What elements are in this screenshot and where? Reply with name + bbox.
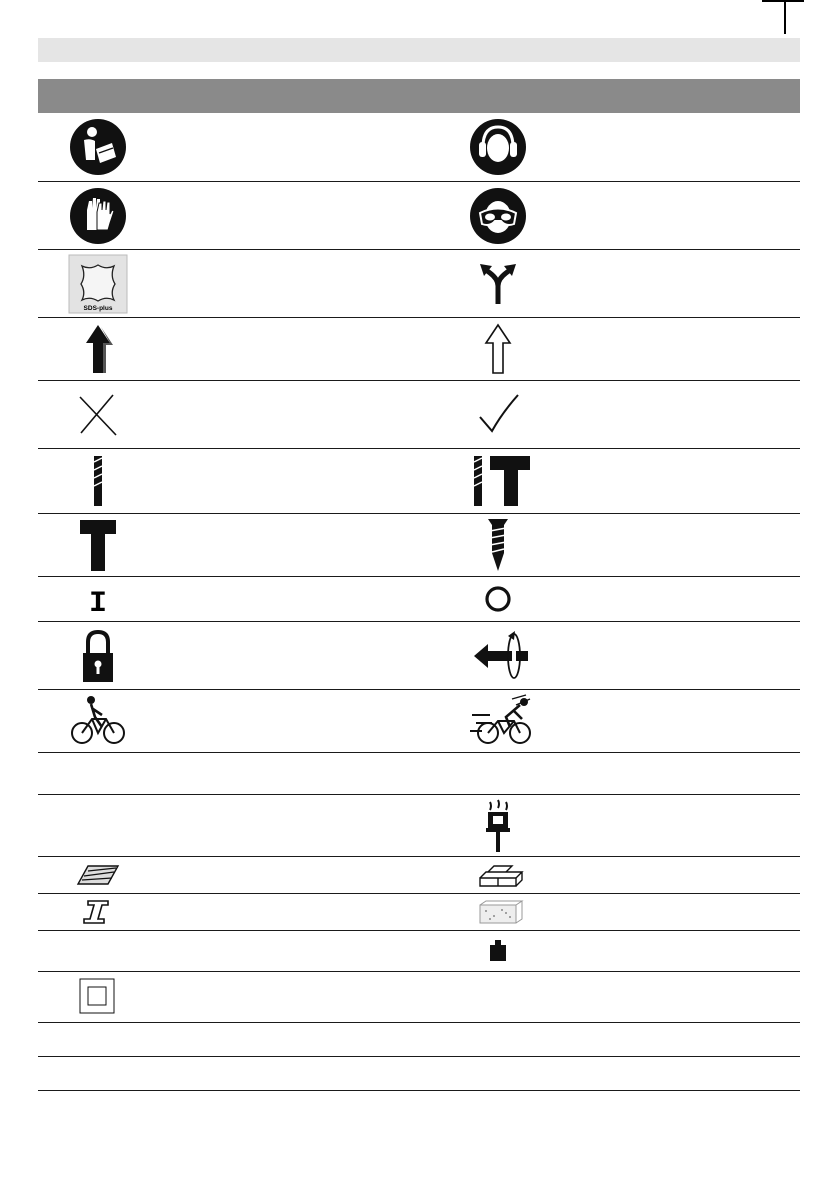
table-row [38,318,800,381]
weight-icon [468,931,528,971]
protection-class-ii-icon [68,972,128,1022]
protective-gloves-icon [68,182,128,249]
wood-icon [68,857,128,893]
crop-mark [762,0,804,2]
outline-arrow-up-icon [468,318,528,380]
table-row [38,622,800,690]
padlock-icon [68,622,128,689]
concrete-icon [468,894,528,930]
safety-goggles-icon [468,182,528,249]
on-o-icon [468,577,528,621]
table-row [38,182,800,250]
hearing-protection-icon [468,113,528,181]
screw-icon [468,514,528,576]
read-manual-icon [68,113,128,181]
table-row [38,514,800,577]
table-row [38,795,800,857]
table-row [38,690,800,753]
table-row [38,250,800,318]
table-row [38,753,800,795]
cross-icon [68,381,128,448]
table-row [38,1057,800,1091]
crop-mark [784,0,786,34]
off-i-icon [68,577,128,621]
sds-plus-chuck-icon [68,250,128,317]
table-row [38,894,800,931]
off-symbol-label: I [88,587,108,617]
sds-plus-label: SDS-plus [83,304,113,312]
hammer-icon [68,514,128,576]
table-row [38,577,800,622]
bricks-icon [468,857,528,893]
section-header-band [38,79,800,113]
table-row [38,381,800,449]
table-row [38,449,800,514]
drill-hammer-icon [468,449,538,513]
table-row [38,1023,800,1057]
rotation-arrow-icon [468,622,532,689]
table-row [38,931,800,972]
fast-cyclist-icon [468,690,538,752]
table-row [38,857,800,894]
steel-beam-icon [68,894,128,930]
table-row [38,972,800,1023]
dust-extraction-icon [468,795,528,856]
branching-arrows-icon [468,250,528,317]
drill-bit-icon [68,449,128,513]
filled-arrow-up-icon [68,318,128,380]
header-band [38,38,800,62]
table-row [38,113,800,182]
checkmark-icon [468,381,528,448]
slow-cyclist-icon [68,690,132,752]
